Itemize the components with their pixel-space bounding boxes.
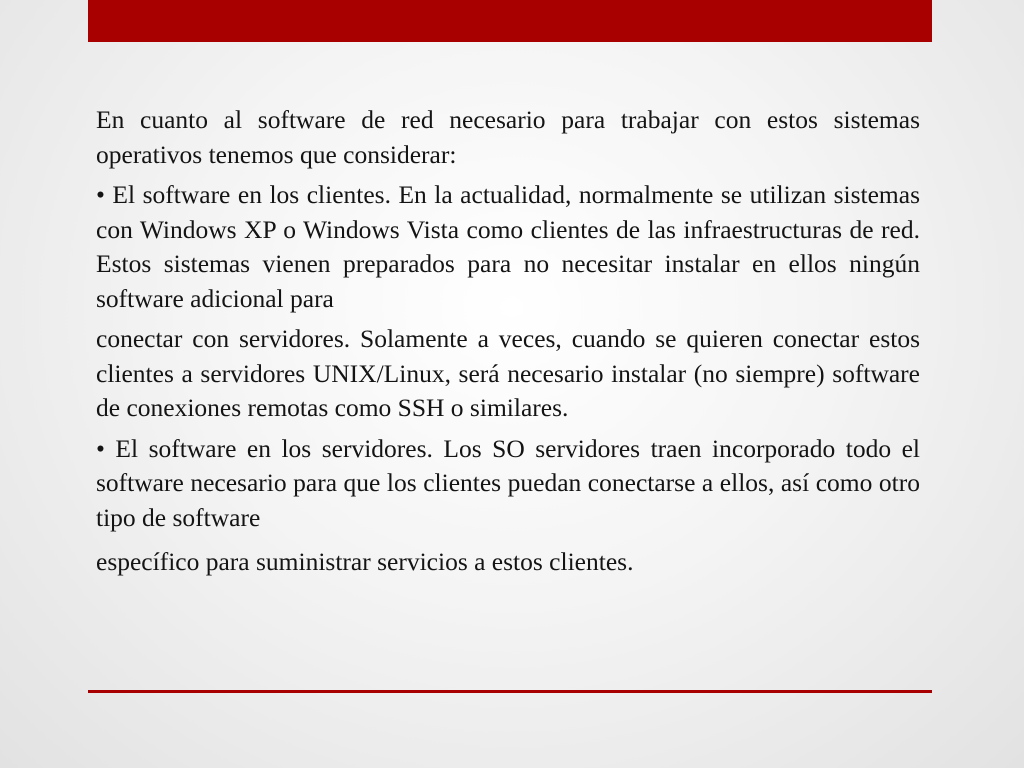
paragraph-clients-continued: conectar con servidores. Solamente a veces, cuando se quieren conectar estos clientes a servidores UNIX/Linux, será necesario instalar (no siempre) software de conexiones remotas como SSH o similares. bbox=[96, 324, 920, 422]
paragraph-intro: En cuanto al software de red necesario para trabajar con estos sistemas operativos tenemos que considerar: bbox=[96, 105, 920, 169]
slide-body bbox=[96, 103, 920, 580]
header-accent-bar bbox=[88, 0, 932, 42]
paragraph-clients: • El software en los clientes. En la actualidad, normalmente se utilizan sistemas con Windows XP o Windows Vista como clientes de las infraestructuras de red. Estos sistemas vienen preparados para no necesitar instalar en ellos ningún software adicional para bbox=[96, 180, 920, 313]
paragraph-servers-continued: específico para suministrar servicios a estos clientes. bbox=[96, 547, 634, 576]
footer-divider bbox=[88, 690, 932, 693]
paragraph-servers: • El software en los servidores. Los SO servidores traen incorporado todo el software necesario para que los clientes puedan conectarse a ellos, así como otro tipo de software bbox=[96, 433, 920, 532]
